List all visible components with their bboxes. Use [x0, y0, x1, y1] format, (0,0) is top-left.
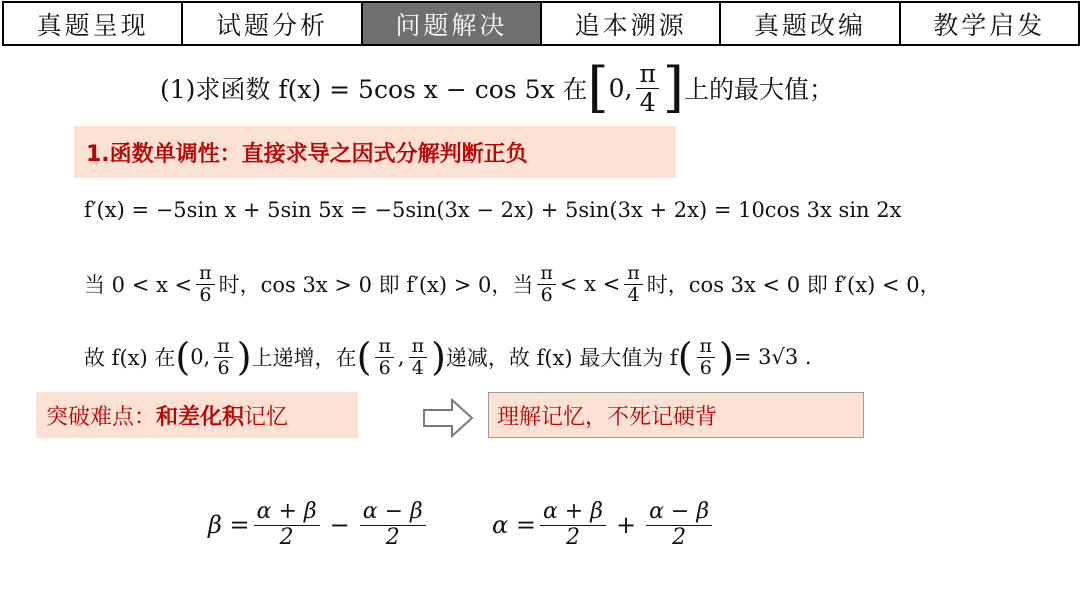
- right-arrow-icon: [422, 398, 474, 438]
- tab-solution[interactable]: 问题解决: [361, 1, 542, 46]
- memo-box: 理解记忆，不死记硬背: [488, 392, 864, 438]
- right-bracket: ]: [662, 56, 684, 119]
- method-heading: 1.函数单调性：直接求导之因式分解判断正负: [74, 126, 676, 178]
- left-bracket: [: [587, 56, 609, 119]
- tab-origin[interactable]: 追本溯源: [540, 1, 721, 46]
- derivative-line: f′(x) = −5sin x + 5sin 5x = −5sin(3x − 2x) + 5sin(3x + 2x) = 10cos 3x sin 2x: [84, 198, 902, 222]
- difficulty-box: [36, 392, 358, 438]
- problem-prefix: (1)求函数 f(x) = 5cos x − cos 5x 在: [160, 75, 588, 104]
- problem-statement: [160, 56, 834, 120]
- difficulty-suffix: 记忆: [244, 404, 289, 430]
- interval-fraction: $\frac{\pi}{4}$: [636, 60, 658, 116]
- tab-real-question[interactable]: 真题呈现: [2, 1, 183, 46]
- problem-suffix: 上的最大值；: [683, 75, 834, 104]
- difficulty-prefix: 突破难点：: [46, 404, 157, 430]
- tab-adaptation[interactable]: 真题改编: [719, 1, 900, 46]
- alpha-formula: α = $\frac{\alpha + \beta}{2}$ + $\frac{\alpha - \beta}{2}$: [492, 492, 716, 558]
- tab-analysis[interactable]: 试题分析: [181, 1, 362, 46]
- difficulty-bold: 和差化积: [156, 404, 245, 430]
- interval-left: 0,: [608, 73, 633, 103]
- tab-teaching-insight[interactable]: 教学启发: [899, 1, 1080, 46]
- sign-analysis-line: 当 0 < x < $\frac{\pi}{6}$ 时，cos 3x > 0 即 f′(x) > 0，当 $\frac{\pi}{6}$ < x < $\frac{\pi}{4}$ 时，cos 3x < 0 即 f′(x) < 0，: [84, 261, 941, 306]
- beta-formula: β = $\frac{\alpha + \beta}{2}$ − $\frac{\alpha - \beta}{2}$: [208, 492, 430, 558]
- top-nav: [2, 1, 1078, 46]
- conclusion-line: 故 f(x) 在 ( 0, $\frac{\pi}{6}$ ) 上递增，在 ( $\frac{\pi}{6}$ , $\frac{\pi}{4}$ ) 递减，故 f(x) 最大值为 f ( $\frac{\pi}{6}$ ) = 3√3 .: [84, 334, 812, 379]
